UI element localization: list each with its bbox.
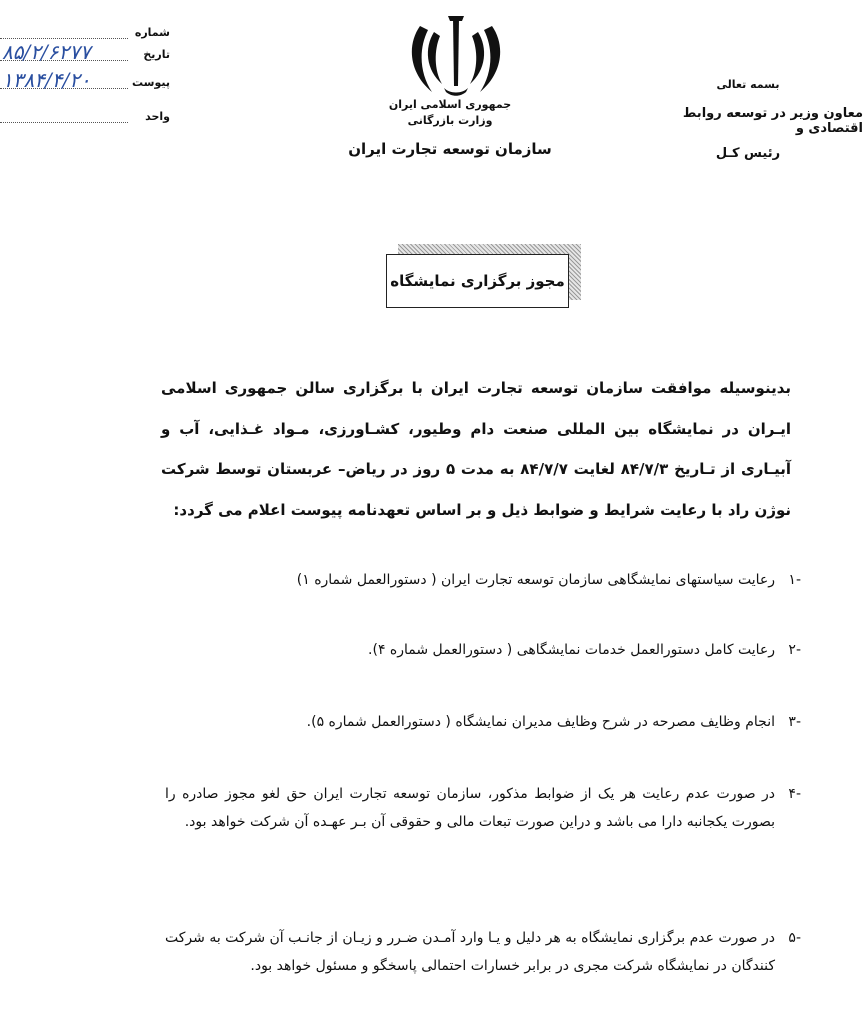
organization-name: سازمان توسعه تجارت ایران bbox=[348, 140, 552, 158]
ministry-name: وزارت بازرگانی bbox=[407, 114, 493, 127]
list-item: -۳ انجام وظایف مصرحه در شرح وظایف مدیران نمایشگاه ( دستورالعمل شماره ۵). bbox=[306, 714, 801, 730]
president-title: رئیس کـل bbox=[715, 146, 781, 161]
field-unit-label: واحد bbox=[145, 110, 170, 123]
list-item: -۲ رعایت کامل دستورالعمل خدمات نمایشگاهی ( دستورالعمل شماره ۴). bbox=[368, 642, 801, 658]
field-date bbox=[0, 40, 170, 68]
field-date-value: ۸۵/۲/۶۲۷۷ bbox=[2, 40, 91, 64]
list-item: -۴ در صورت عدم رعایت هر یک از ضوابط مذکور، سازمان توسعه تجارت ایران حق لغو مجوز صادره را بصورت یکجانبه دارا می باشد و دراین صورت تبعات مالی و حقوقی آن بـر عهـده آن شرکت خواهد بود. bbox=[165, 786, 801, 830]
list-item: -۵ در صورت عدم برگزاری نمایشگاه به هر دلیل و یـا وارد آمـدن ضـرر و زیـان از جانـب آن شرکت به شرکت کنندگان در نمایشگاه شرکت مجری در برابر خسارات احتمالی پاسخگو و مسئول خواهد بود. bbox=[165, 930, 801, 974]
intro-paragraph: بدینوسیله موافقت سازمان توسعه تجارت ایران با برگزاری سالن جمهوری اسلامی ایـران در نمایشگاه بین المللی صنعت دام وطیور، کشـاورزی، مـواد غـذایی، آب و آبیـاری از تـاریخ ۸۴/۷/۳ لغایت ۸۴/۷/۷ به مدت ۵ روز در ریاض– عربستان توسط شرکت نوژن راد با رعایت شرایط و ضوابط ذیل و بر اساس تعهدنامه پیوست اعلام می گردد: bbox=[161, 379, 792, 519]
document-title: مجوز برگزاری نمایشگاه bbox=[386, 254, 569, 308]
field-number-label: شماره bbox=[134, 26, 170, 39]
basmala: بسمه تعالی bbox=[716, 78, 780, 91]
republic-name: جمهوری اسلامی ایران bbox=[388, 98, 512, 111]
field-unit bbox=[0, 108, 170, 130]
deputy-title: معاون وزیر در توسعه روابط اقتصادی و bbox=[682, 106, 863, 136]
iran-emblem-icon bbox=[410, 12, 502, 98]
list-item: -۱ رعایت سیاستهای نمایشگاهی سازمان توسعه تجارت ایران ( دستورالعمل شماره ۱) bbox=[296, 572, 801, 588]
field-attachment-value: ۱۳۸۴/۴/۲۰ bbox=[2, 68, 91, 92]
field-attachment bbox=[0, 68, 170, 96]
field-attachment-label: پیوست bbox=[132, 76, 170, 89]
field-date-label: تاریخ bbox=[143, 48, 170, 61]
